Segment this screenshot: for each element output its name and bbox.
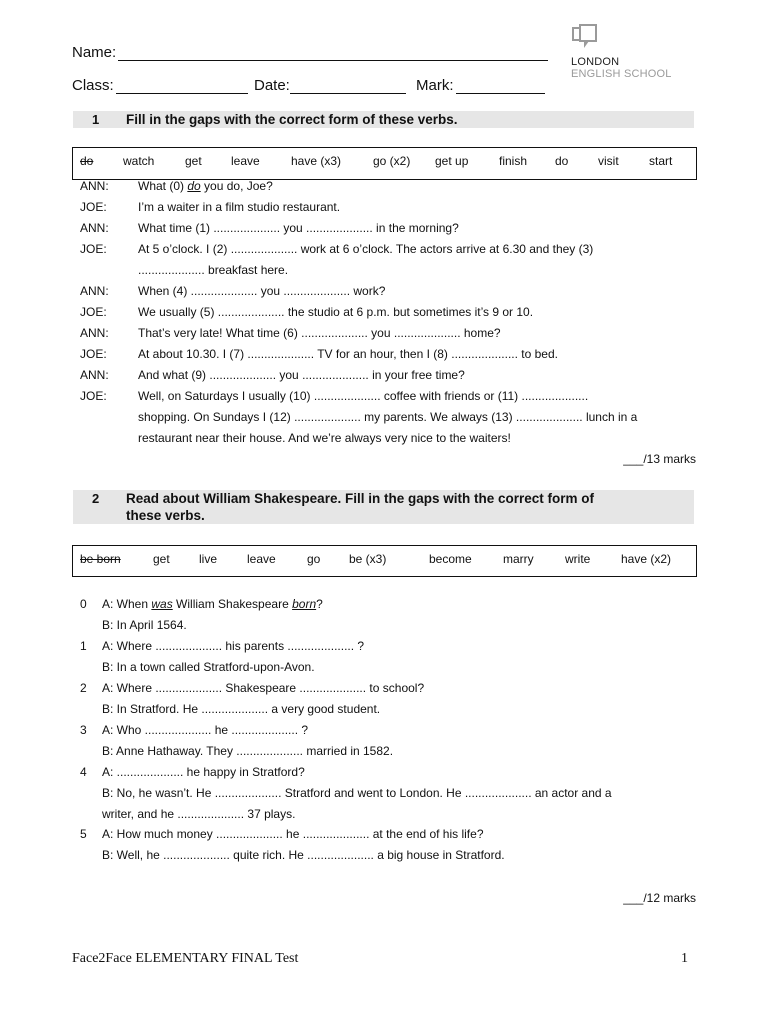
- speaker: ANN:: [80, 179, 109, 193]
- section-2-title-line1: Read about William Shakespeare. Fill in the gaps with the correct form of: [126, 491, 594, 506]
- question-number: 5: [80, 827, 87, 841]
- class-field[interactable]: [116, 93, 248, 94]
- speaker: JOE:: [80, 242, 107, 256]
- example-answer: do: [187, 179, 201, 193]
- verb-item: have (x3): [291, 154, 342, 168]
- class-label: Class:: [72, 77, 114, 94]
- dialogue-line: At 5 o’clock. I (2) .................... work at 6 o’clock. The actors arrive at 6.30 and they (3): [138, 242, 594, 256]
- verb-item: become: [429, 552, 472, 566]
- verb-item: start: [649, 154, 673, 168]
- page-number: 1: [681, 951, 688, 966]
- question-line: A: How much money .................... he .................... at the end of his life?: [102, 827, 484, 841]
- dialogue-line: When (4) .................... you .................... work?: [138, 284, 386, 298]
- speaker: ANN:: [80, 326, 109, 340]
- section-2-number: 2: [92, 491, 100, 506]
- verb-item: do: [555, 154, 569, 168]
- question-line: B: Anne Hathaway. They .................... married in 1582.: [102, 744, 394, 758]
- question-line: B: Well, he .................... quite rich. He .................... a big house in Stratford.: [102, 848, 505, 862]
- question-line: A: Who .................... he .................... ?: [102, 723, 309, 737]
- verb-item: go: [307, 552, 321, 566]
- dialogue-line: What time (1) .................... you .................... in the morning?: [138, 221, 459, 235]
- verb-item: live: [199, 552, 218, 566]
- name-label: Name:: [72, 44, 117, 61]
- verb-item: get: [153, 552, 170, 566]
- speaker: JOE:: [80, 305, 107, 319]
- dialogue-line: And what (9) .................... you .................... in your free time?: [138, 368, 465, 382]
- verb-item: marry: [503, 552, 534, 566]
- verb-item: leave: [247, 552, 276, 566]
- verb-item: visit: [598, 154, 619, 168]
- question-line: A: Where .................... Shakespeare .................... to school?: [102, 681, 425, 695]
- mark-label: Mark:: [416, 77, 454, 94]
- verb-item: write: [565, 552, 591, 566]
- speaker: JOE:: [80, 347, 107, 361]
- footer-title: Face2Face ELEMENTARY FINAL Test: [72, 951, 299, 966]
- example-answer: born: [292, 597, 317, 611]
- verb-item: have (x2): [621, 552, 672, 566]
- question-line: B: In April 1564.: [102, 618, 187, 632]
- dialogue-line: We usually (5) .................... the studio at 6 p.m. but sometimes it’s 9 or 10.: [138, 305, 534, 319]
- question-number: 0: [80, 597, 87, 611]
- question-line: A: Where .................... his parents .................... ?: [102, 639, 365, 653]
- date-field[interactable]: [290, 93, 406, 94]
- verb-item: do: [80, 154, 94, 168]
- verb-item: go (x2): [373, 154, 411, 168]
- question-line: B: In a town called Stratford-upon-Avon.: [102, 660, 315, 674]
- verb-item: be born: [80, 552, 121, 566]
- section-2-marks: ___/12 marks: [623, 891, 696, 905]
- speech-bubble-icon: [570, 24, 600, 52]
- name-field[interactable]: [118, 60, 548, 61]
- section-1-title: Fill in the gaps with the correct form of these verbs.: [126, 112, 458, 127]
- dialogue-line: shopping. On Sundays I (12) .................... my parents. We always (13) .................... lunch in a: [138, 410, 638, 424]
- section-2-title-line2: these verbs.: [126, 508, 205, 523]
- dialogue-line: That’s very late! What time (6) .................... you .................... home?: [138, 326, 501, 340]
- question-line: A: .................... he happy in Stratford?: [102, 765, 305, 779]
- verb-item: get: [185, 154, 202, 168]
- verb-item: watch: [123, 154, 155, 168]
- section-1-number: 1: [92, 112, 100, 127]
- question-line: A: When was William Shakespeare born?: [102, 597, 323, 611]
- verb-item: be (x3): [349, 552, 387, 566]
- question-line: writer, and he .................... 37 plays.: [102, 807, 296, 821]
- section-1-verb-box: [72, 147, 697, 180]
- example-answer: was: [151, 597, 173, 611]
- logo-line1: LONDON: [571, 56, 620, 68]
- verb-item: get up: [435, 154, 469, 168]
- verb-item: finish: [499, 154, 528, 168]
- dialogue-line: Well, on Saturdays I usually (10) .................... coffee with friends or (11) ....................: [138, 389, 589, 403]
- dialogue-line: What (0) do you do, Joe?: [138, 179, 273, 193]
- school-logo: [570, 24, 700, 84]
- verb-item: leave: [231, 154, 260, 168]
- question-number: 4: [80, 765, 87, 779]
- logo-line2: ENGLISH SCHOOL: [571, 68, 672, 80]
- speaker: ANN:: [80, 284, 109, 298]
- dialogue-line: restaurant near their house. And we’re always very nice to the waiters!: [138, 431, 511, 445]
- question-number: 1: [80, 639, 87, 653]
- dialogue-line: I’m a waiter in a film studio restaurant.: [138, 200, 341, 214]
- question-line: B: No, he wasn’t. He .................... Stratford and went to London. He .................... an actor and a: [102, 786, 612, 800]
- date-label: Date:: [254, 77, 290, 94]
- dialogue-line: At about 10.30. I (7) .................... TV for an hour, then I (8) .................... to bed.: [138, 347, 558, 361]
- speaker: ANN:: [80, 368, 109, 382]
- question-number: 3: [80, 723, 87, 737]
- question-number: 2: [80, 681, 87, 695]
- speaker: ANN:: [80, 221, 109, 235]
- speaker: JOE:: [80, 389, 107, 403]
- section-2-verb-box: [72, 545, 697, 577]
- dialogue-line: .................... breakfast here.: [138, 263, 289, 277]
- question-line: B: In Stratford. He .................... a very good student.: [102, 702, 381, 716]
- section-1-marks: ___/13 marks: [623, 452, 696, 466]
- speaker: JOE:: [80, 200, 107, 214]
- mark-field[interactable]: [456, 93, 545, 94]
